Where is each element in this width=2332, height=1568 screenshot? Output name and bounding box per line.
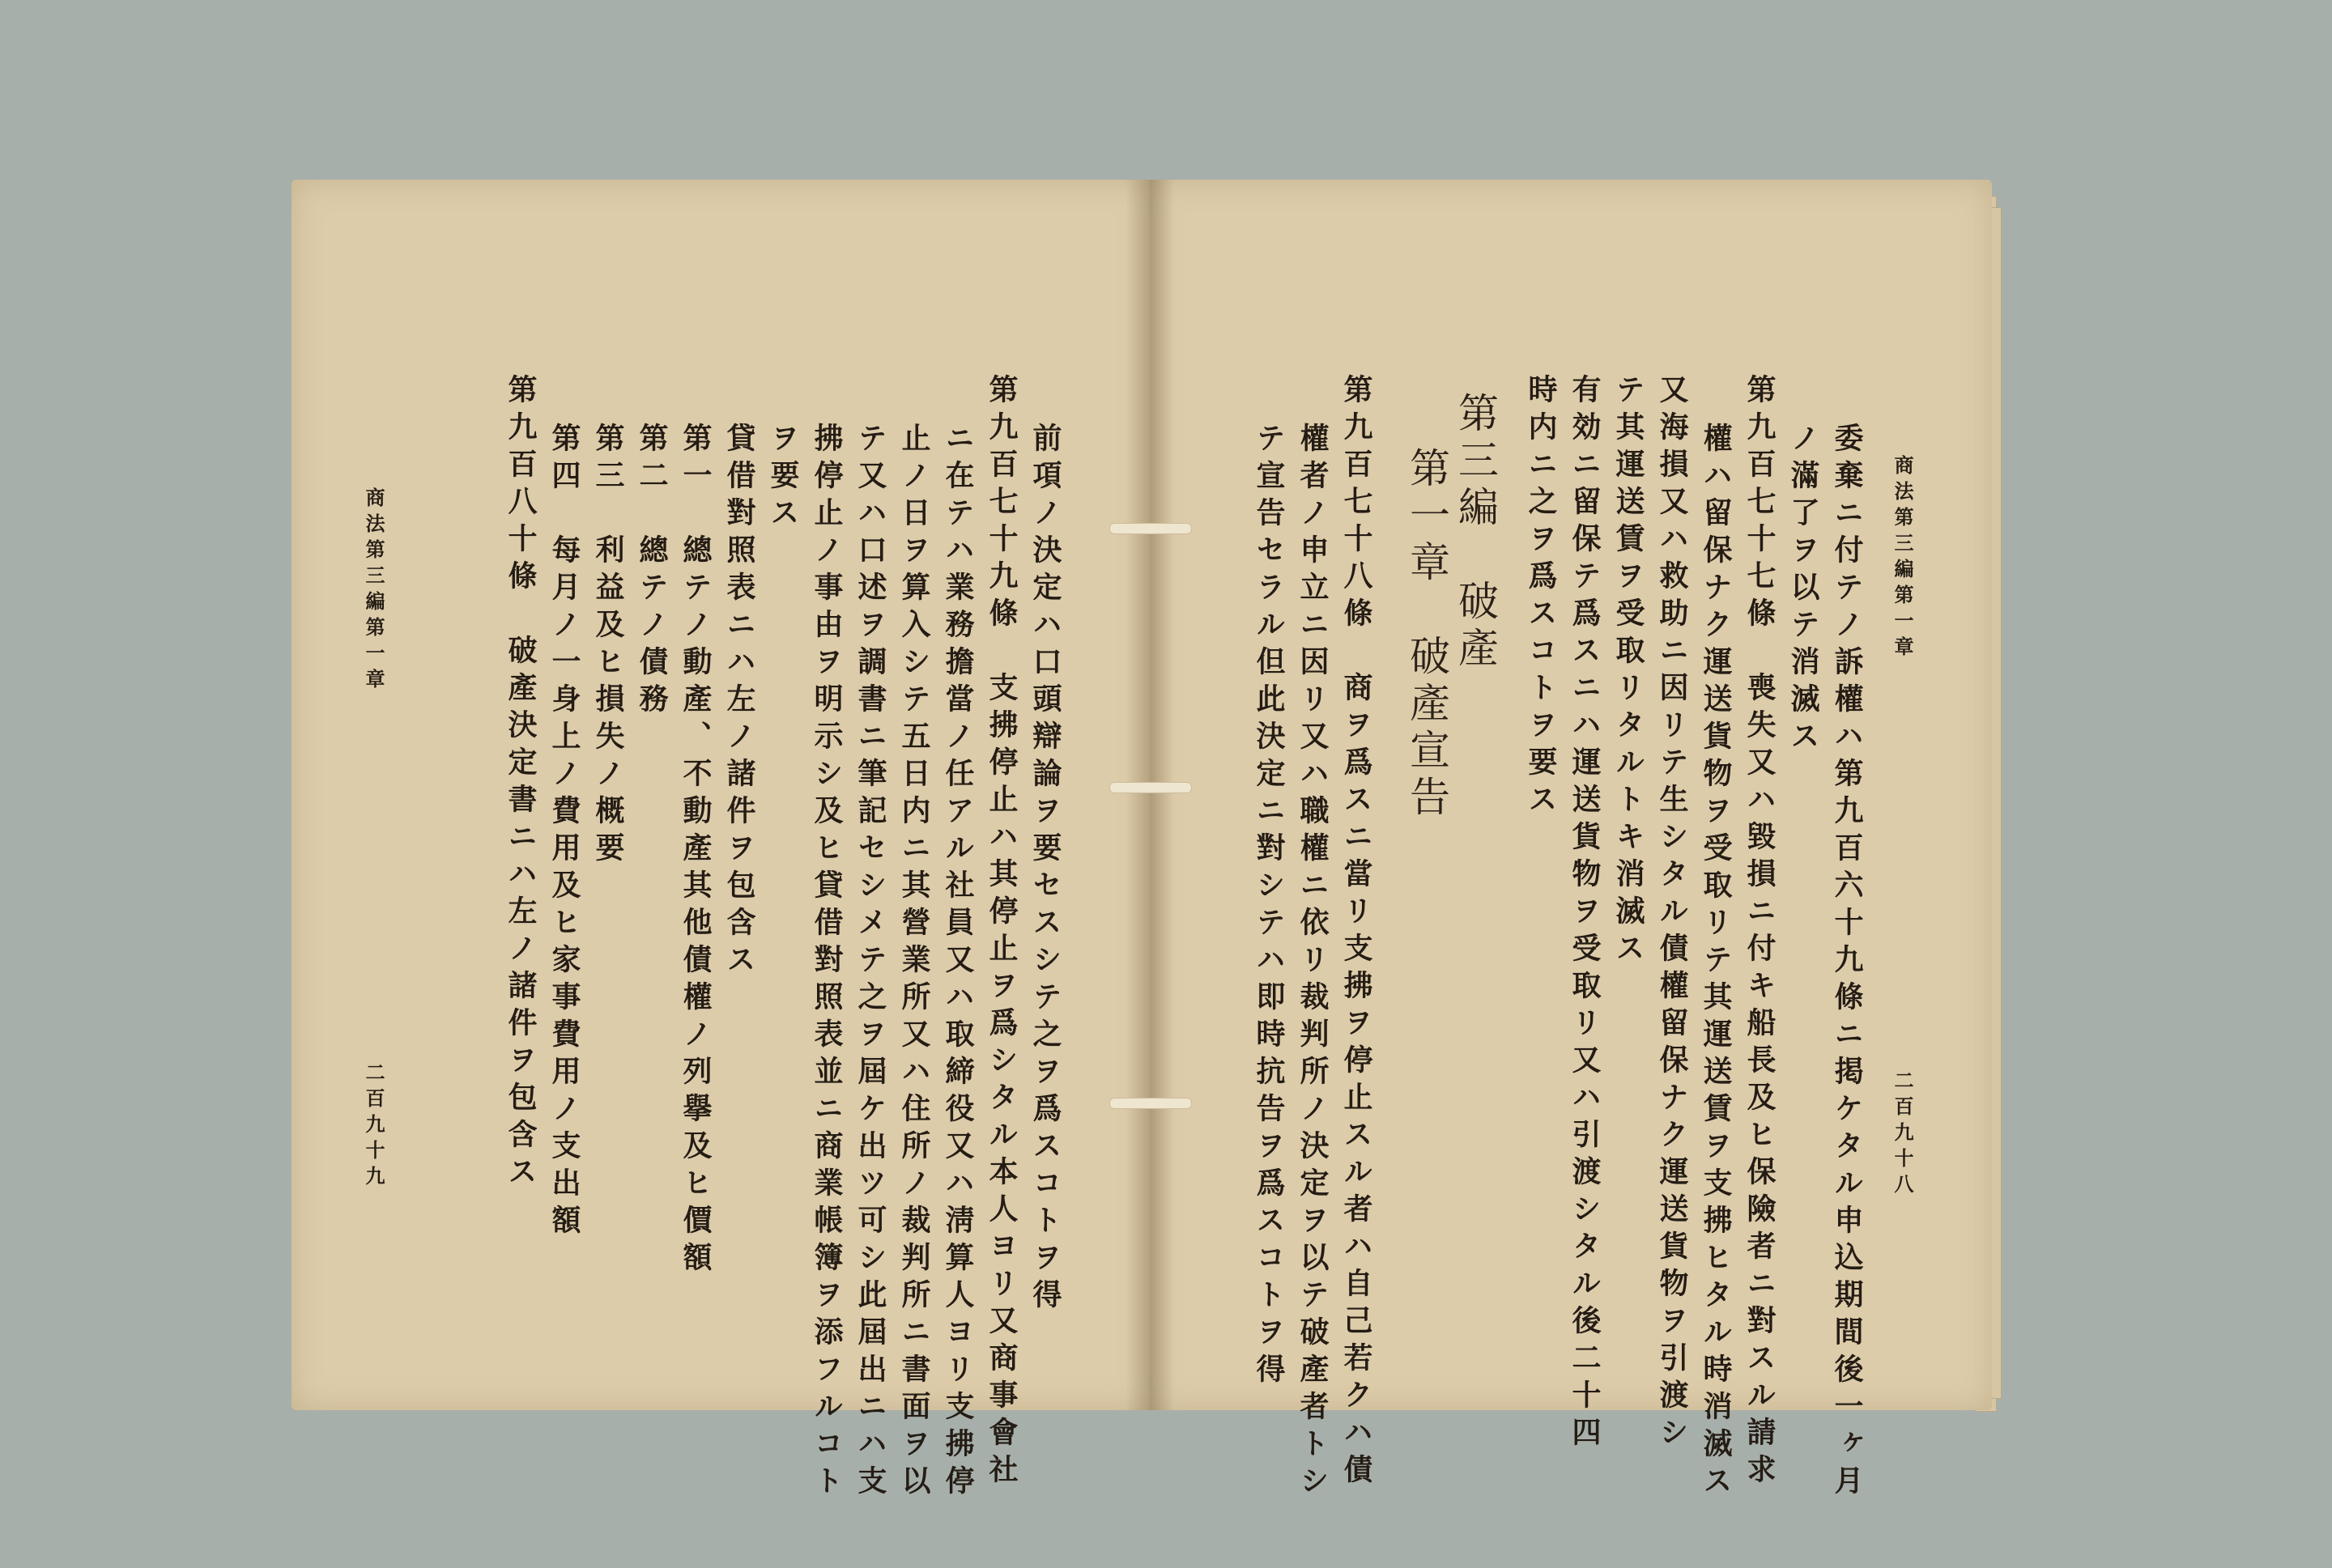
text-column: ノ滿了ヲ以テ消滅ス [1786,423,1820,758]
text-column: 第三 利益及ヒ損失ノ概要 [591,423,625,869]
text-column: 權ハ留保ナク運送貨物ヲ受取リテ其運送賃ヲ支拂ヒタル時消滅ス [1699,423,1733,1502]
text-column: 拂停止ノ事由ヲ明示シ及ヒ貸借對照表並ニ商業帳簿ヲ添フルコト [810,423,844,1502]
text-column: 第一 總テノ動產、不動產其他債權ノ列擧及ヒ價額 [679,423,713,1279]
text-column: 第二 總テノ債務 [635,423,669,720]
text-column: 又海損又ハ救助ニ因リテ生シタル債權留保ナク運送貨物ヲ引渡シ [1655,374,1689,1454]
right-page-stack-edge-inner [1990,207,2002,1399]
text-column: テ又ハ口述ヲ調書ニ筆記セシメテ之ヲ屆ケ出ツ可シ此屆出ニハ支 [853,423,887,1502]
text-column: ヲ要ス [766,423,800,534]
binding-stitch [1109,1098,1192,1109]
text-column: 前項ノ決定ハ口頭辯論ヲ要セスシテ之ヲ爲スコトヲ得 [1028,423,1062,1316]
open-book [292,180,2008,1502]
page-number-right: 二百九十八 [1891,1070,1914,1200]
text-column: ニ在テハ業務擔當ノ任アル社員又ハ取締役又ハ淸算人ヨリ支拂停 [941,423,975,1502]
text-column: 第九百七十七條 喪失又ハ毀損ニ付キ船長及ヒ保險者ニ對スル請求 [1743,374,1777,1491]
text-column: 時内ニ之ヲ爲スコトヲ要ス [1524,374,1558,821]
text-column: 止ノ日ヲ算入シテ五日内ニ其營業所又ハ住所ノ裁判所ニ書面ヲ以 [897,423,931,1502]
text-column: 貸借對照表ニハ左ノ諸件ヲ包含ス [722,423,756,981]
binding-stitch [1109,523,1192,534]
text-column: 有効ニ留保テ爲スニハ運送貨物ヲ受取リ又ハ引渡シタル後二十四 [1568,374,1602,1454]
chapter-heading: 第一章 破產宣告 [1403,447,1450,822]
text-column: テ宣告セラル但此決定ニ對シテハ即時抗告ヲ爲スコトヲ得 [1252,423,1286,1391]
text-column: テ其運送賃ヲ受取リタルトキ消滅ス [1611,374,1645,970]
page-number-left: 二百九十九 [362,1062,385,1192]
book-gutter [1126,180,1174,1410]
running-head-right: 商法第三編第一章 [1891,455,1914,662]
text-column: 第九百七十九條 支拂停止ハ其停止ヲ爲シタル本人ヨリ又商事會社 [985,374,1019,1491]
binding-stitch [1109,782,1192,793]
running-head-left: 商法第三編第一章 [362,487,385,695]
text-column: 權者ノ申立ニ因リ又ハ職權ニ依リ裁判所ノ決定ヲ以テ破產者トシ [1296,423,1330,1502]
text-column: 第九百八十條 破產決定書ニハ左ノ諸件ヲ包含ス [504,374,538,1193]
part-heading: 第三編 破產 [1452,392,1499,674]
text-column: 第四 每月ノ一身上ノ費用及ヒ家事費用ノ支出額 [547,423,581,1242]
text-column: 委棄ニ付テノ訴權ハ第九百六十九條ニ掲ケタル申込期間後一ヶ月 [1830,423,1864,1502]
text-column: 第九百七十八條 商ヲ爲スニ當リ支拂ヲ停止スル者ハ自己若クハ債 [1339,374,1373,1491]
